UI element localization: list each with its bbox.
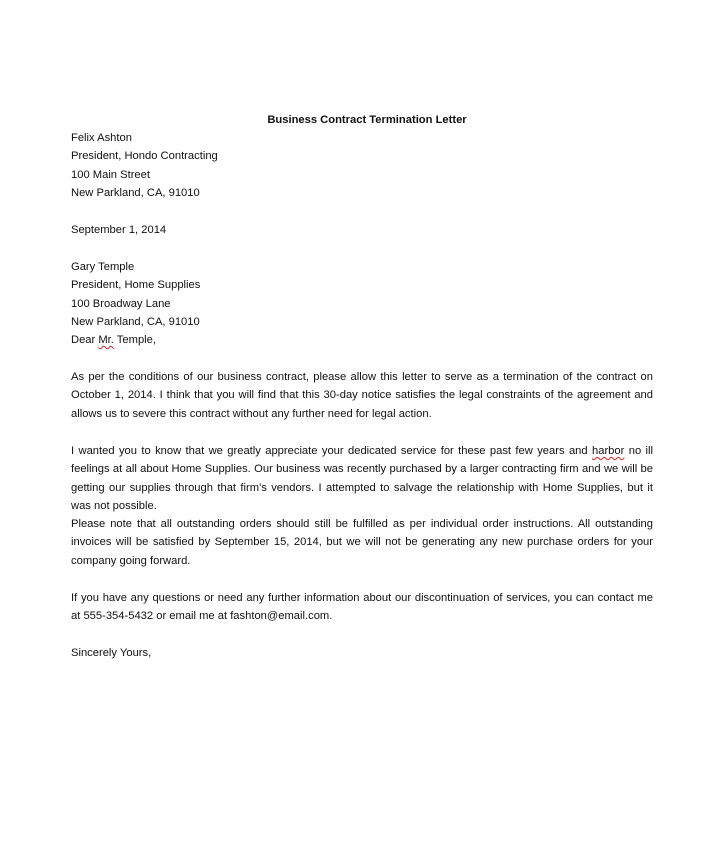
letter-title bbox=[71, 113, 653, 127]
sender-city: New Parkland, CA, 91010 bbox=[71, 187, 200, 199]
letter-date: September 1, 2014 bbox=[71, 224, 167, 236]
salutation bbox=[71, 333, 156, 347]
letter-title-text: Business Contract Termination Letter bbox=[267, 114, 467, 126]
paragraph-2-before: I wanted you to know that we greatly appreciate your dedicated service for these past few years and bbox=[71, 445, 592, 457]
body-paragraph-3: Please note that all outstanding orders should still be fulfilled as per individual order instructions. All outstanding invoices will be satisfied by September 15, 2014, but we will not be generating any new purchase orders for your company going forward. bbox=[71, 518, 653, 567]
body-paragraph-2 bbox=[71, 442, 653, 516]
recipient-street: 100 Broadway Lane bbox=[71, 298, 171, 310]
body-paragraph-1: As per the conditions of our business contract, please allow this letter to serve as a termination of the contract on October 1, 2014. I think that you will find that this 30-day notice satisfies the legal constraints of the agreement and allows us to severe this contract without any further need for legal action. bbox=[71, 371, 653, 420]
spellcheck-flagged-word[interactable]: Mr. bbox=[98, 334, 114, 346]
body-paragraph-4: If you have any questions or need any further information about our discontinuation of services, you can contact me at 555-354-5432 or email me at fashton@email.com. bbox=[71, 592, 653, 623]
recipient-position: President, Home Supplies bbox=[71, 279, 201, 291]
spellcheck-flagged-word[interactable]: harbor bbox=[592, 445, 625, 457]
sender-position: President, Hondo Contracting bbox=[71, 150, 218, 162]
closing: Sincerely Yours, bbox=[71, 647, 152, 659]
sender-street: 100 Main Street bbox=[71, 169, 150, 181]
recipient-name: Gary Temple bbox=[71, 261, 135, 273]
salutation-prefix: Dear bbox=[71, 334, 99, 346]
sender-name: Felix Ashton bbox=[71, 132, 132, 144]
paragraph-2-after: no ill feelings at all about Home Supplies. Our business was recently purchased by a larger contracting firm and we will be getting our supplies through that firm's vendors. I attempted to salvage the relationship with Home Supplies, but it was not possible. bbox=[71, 445, 654, 513]
recipient-city: New Parkland, CA, 91010 bbox=[71, 316, 200, 328]
salutation-suffix: Temple, bbox=[113, 334, 156, 346]
